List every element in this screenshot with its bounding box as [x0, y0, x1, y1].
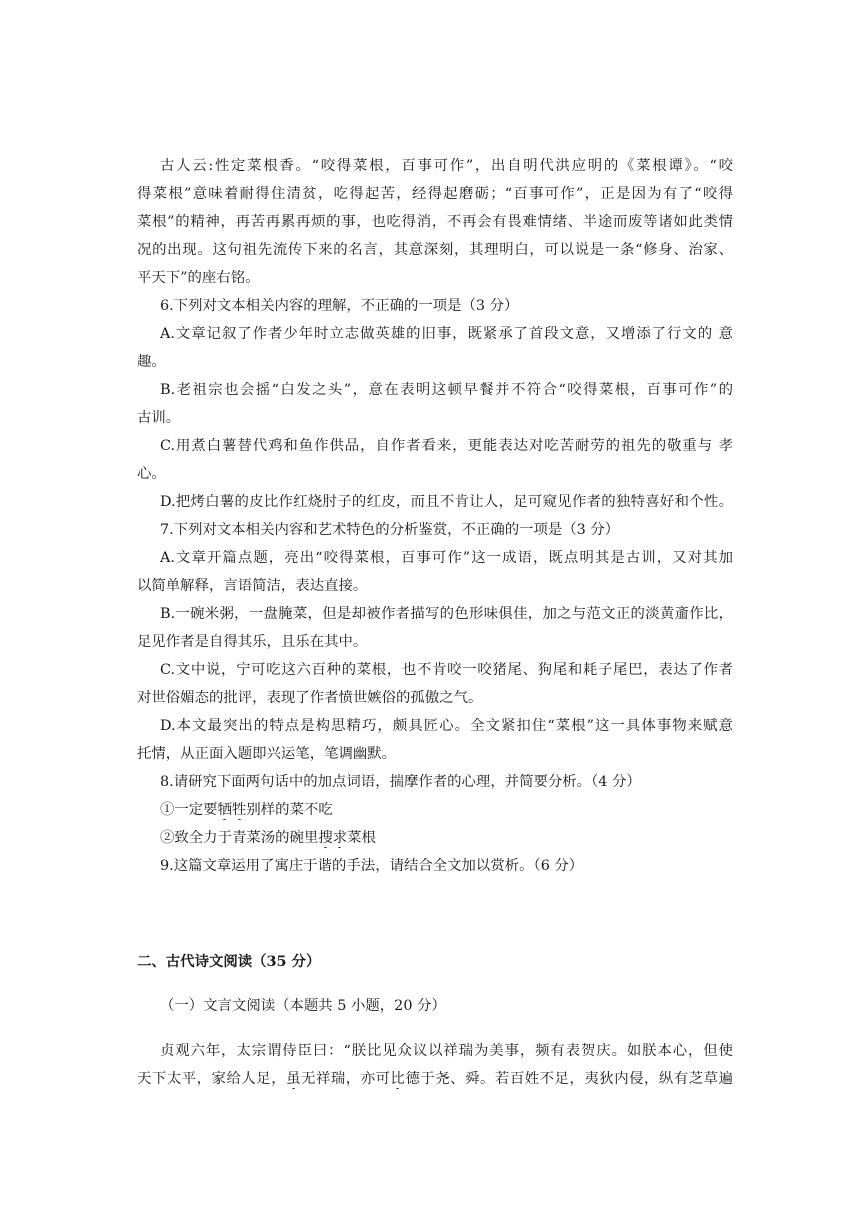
passage-line-3: 菜根”的精神，再苦再累再烦的事，也吃得消，不再会有畏难情绪、半途而废等诸如此类情 [137, 214, 733, 230]
question-9-stem: 9.这篇文章运用了寓庄于谐的手法，请结合全文加以赏析。（6 分） [160, 858, 584, 874]
classical-l2-part-c: 德于尧、舜。若百姓不足，夷狄内侵，纵有芝草遍 [405, 1071, 733, 1087]
q8-s1-dotted-char-1: 牺 [217, 802, 232, 818]
passage-line-4: 况的出现。这句祖先流传下来的名言，其意深刻，其理明白，可以说是一条“修身、治家、 [137, 242, 733, 258]
passage-line-1: 古人云:性定菜根香。“咬得菜根，百事可作”，出自明代洪应明的《菜根谭》。“咬 [160, 158, 733, 174]
passage-line-2: 得菜根”意味着耐得住清贫，吃得起苦，经得起磨砺；“百事可作”，正是因为有了“咬得 [137, 186, 733, 202]
q7-option-d-line-2: 托情，从正面入题即兴运笔，笔调幽默。 [137, 746, 397, 762]
q8-s1-dotted-char-2: 牲 [231, 802, 247, 818]
q8-s1-suffix: 别样的菜不吃 [246, 802, 333, 818]
q7-option-a-line-1: A.文章开篇点题，亮出“咬得菜根，百事可作”这一成语，既点明其是古训，又对其加 [160, 550, 733, 566]
classical-l2-part-a: 天下太平，家给人足， [137, 1071, 287, 1087]
classical-line-1: 贞观六年，太宗谓侍臣曰：“朕比见众议以祥瑞为美事，频有表贺庆。如朕本心，但使 [160, 1043, 733, 1059]
q6-option-c-line-1: C.用煮白薯替代鸡和鱼作供品，自作者看来，更能表达对吃苦耐劳的祖先的敬重与 孝 [160, 438, 733, 454]
section-2-subheading: （一）文言文阅读（本题共 5 小题，20 分） [160, 998, 446, 1014]
passage-line-5: 平天下”的座右铭。 [137, 270, 260, 286]
q7-option-a-line-2: 以简单解释，言语简洁，表达直接。 [137, 578, 368, 594]
q7-option-c-line-1: C.文中说，宁可吃这六百种的菜根，也不肯咬一咬猪尾、狗尾和耗子尾巴，表达了作者 [160, 662, 733, 678]
classical-line-2 [137, 1069, 733, 1089]
q7-option-c-line-2: 对世俗媚态的批评，表现了作者愤世嫉俗的孤傲之气。 [137, 690, 483, 706]
q8-sentence-2 [160, 828, 733, 848]
q6-option-b-line-2: 古训。 [137, 410, 181, 426]
classical-dotted-char-2: 比 [390, 1071, 406, 1087]
q6-option-c-line-2: 心。 [137, 466, 166, 482]
q7-option-b-line-1: B.一碗米粥，一盘腌菜，但是却被作者描写的色形味俱佳，加之与范文正的淡黄齑作比， [160, 606, 733, 622]
q8-s2-dotted-char-1: 搜 [318, 830, 333, 846]
question-6-stem: 6.下列对文本相关内容的理解，不正确的一项是（3 分） [160, 298, 519, 314]
q6-option-d: D.把烤白薯的皮比作红烧肘子的红皮，而且不肯让人，足可窥见作者的独特喜好和个性。 [160, 494, 733, 510]
q8-sentence-1 [160, 800, 733, 820]
q8-s2-dotted-char-2: 求 [332, 830, 348, 846]
question-7-stem: 7.下列对文本相关内容和艺术特色的分析鉴赏，不正确的一项是（3 分） [160, 522, 620, 538]
q7-option-b-line-2: 足见作者是自得其乐，且乐在其中。 [137, 634, 368, 650]
q6-option-a-line-2: 趣。 [137, 354, 166, 370]
section-2-heading: 二、古代诗文阅读（35 分） [137, 953, 321, 970]
q8-s2-suffix: 菜根 [347, 830, 376, 846]
q7-option-d-line-1: D.本文最突出的特点是构思精巧，颇具匠心。全文紧扣住“菜根”这一具体事物来赋意 [160, 718, 733, 734]
q6-option-b-line-1: B.老祖宗也会摇“白发之头”，意在表明这顿早餐并不符合“咬得菜根，百事可作”的 [160, 382, 733, 398]
q8-s1-prefix: ①一定要 [160, 802, 218, 818]
classical-dotted-char-1: 虽 [286, 1071, 302, 1087]
q6-option-a-line-1: A.文章记叙了作者少年时立志做英雄的旧事，既紧承了首段文意，又增添了行文的 意 [160, 326, 733, 342]
classical-l2-part-b: 无祥瑞，亦可 [301, 1071, 391, 1087]
q8-s2-prefix: ②致全力于青菜汤的碗里 [160, 830, 319, 846]
question-8-stem: 8.请研究下面两句话中的加点词语，揣摩作者的心理，并简要分析。（4 分） [160, 774, 641, 790]
